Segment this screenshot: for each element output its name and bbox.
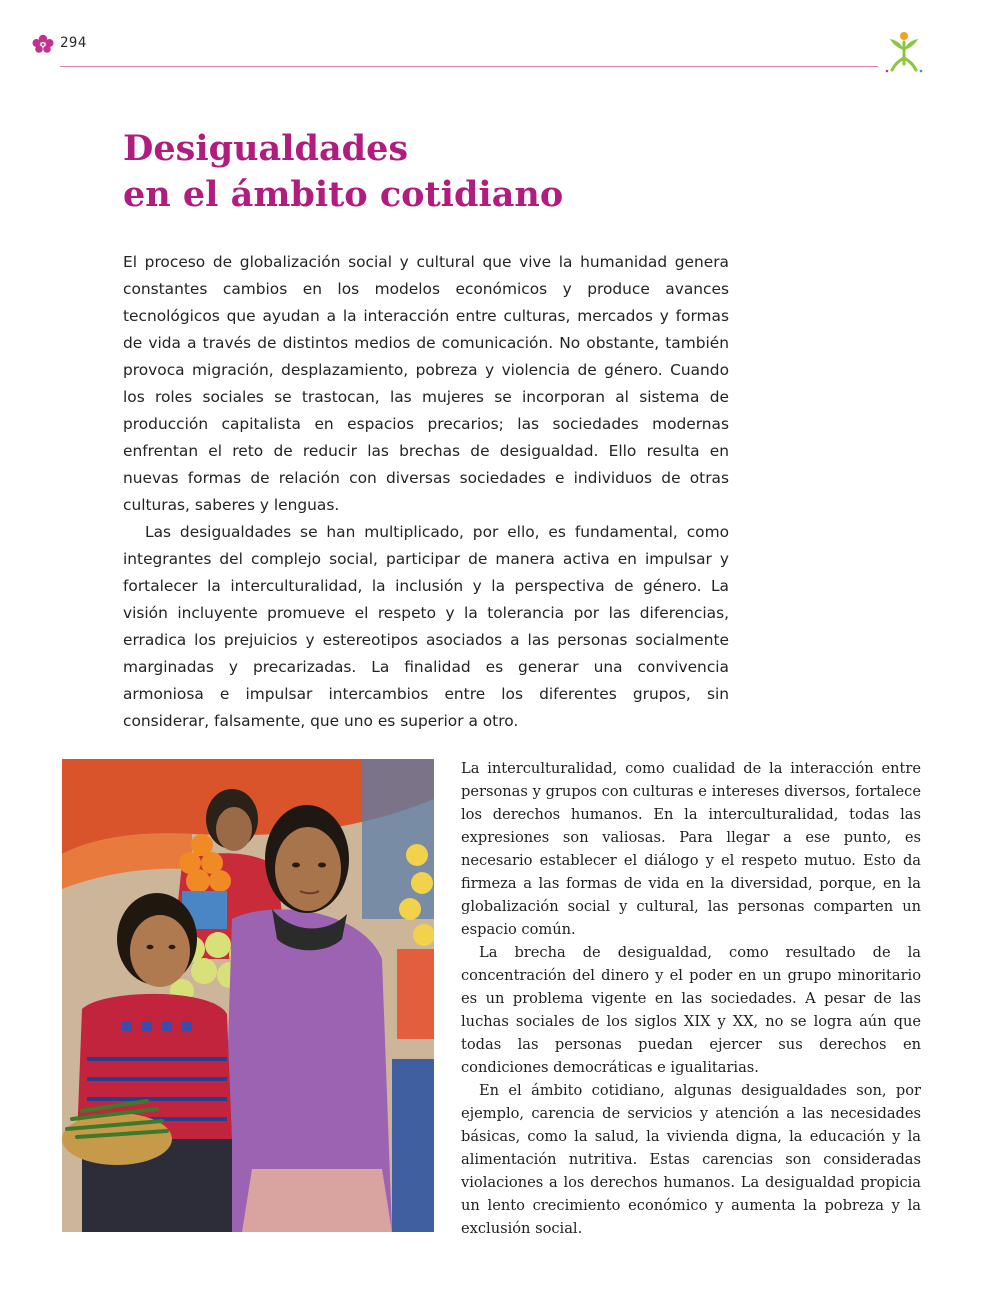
page-title bbox=[123, 126, 743, 218]
title-line-1: Desigualdades bbox=[123, 128, 409, 169]
side-paragraph-3: En el ámbito cotidiano, algunas desigualdades son, por ejemplo, carencia de servicios y atención a las necesidades básicas, como la salud, la vivienda digna, la educación y la alimentación nutritiva. Estas carencias son consideradas violaciones a los derechos humanos. La desigualdad propicia un lento crecimiento económico y aumenta la pobreza y la exclusión social. bbox=[461, 1082, 921, 1237]
intro-text bbox=[123, 249, 729, 735]
sprout-figure-icon bbox=[883, 28, 925, 74]
market-photo-illustration bbox=[62, 759, 434, 1232]
title-line-2: en el ámbito cotidiano bbox=[123, 174, 564, 215]
side-paragraph-2: La brecha de desigualdad, como resultado de la concentración del dinero y el poder en un grupo minoritario es un problema vigente en las sociedades. A pesar de las luchas sociales de los siglos XIX y XX, no se logra aún que todas las personas puedan ejercer sus derechos en condiciones democráticas e igualitarias. bbox=[461, 944, 921, 1076]
page-header bbox=[0, 0, 986, 80]
intro-paragraph-2: Las desigualdades se han multiplicado, por ello, es fundamental, como integrantes del complejo social, participar de manera activa en impulsar y fortalecer la interculturalidad, la inclusión y la perspectiva de género. La visión incluyente promueve el respeto y la tolerancia por las diferencias, erradica los prejuicios y estereotipos asociados a las personas socialmente marginadas y precarizadas. La finalidad es generar una convivencia armoniosa e impulsar intercambios entre los diferentes grupos, sin considerar, falsamente, que uno es superior a otro. bbox=[123, 523, 729, 730]
page-number: 294 bbox=[60, 35, 87, 51]
flower-icon bbox=[31, 33, 55, 55]
market-photo bbox=[62, 759, 434, 1232]
side-text bbox=[461, 757, 921, 1240]
header-rule bbox=[60, 66, 878, 67]
intro-paragraph-1: El proceso de globalización social y cultural que vive la humanidad genera constantes cambios en los modelos económicos y produce avances tecnológicos que ayudan a la interacción entre culturas, mercados y formas de vida a través de distintos medios de comunicación. No obstante, también provoca migración, desplazamiento, pobreza y violencia de género. Cuando los roles sociales se trastocan, las mujeres se incorporan al sistema de producción capitalista en espacios precarios; las sociedades modernas enfrentan el reto de reducir las brechas de desigualdad. Ello resulta en nuevas formas de relación con diversas sociedades e individuos de otras culturas, saberes y lenguas. bbox=[123, 253, 729, 514]
side-paragraph-1: La interculturalidad, como cualidad de la interacción entre personas y grupos con culturas e intereses diversos, fortalece los derechos humanos. En la interculturalidad, todas las expresiones son valiosas. Para llegar a ese punto, es necesario establecer el diálogo y el respeto mutuo. Esto da firmeza a las formas de vida en la diversidad, porque, en la globalización social y cultural, las personas comparten un espacio común. bbox=[461, 760, 921, 938]
